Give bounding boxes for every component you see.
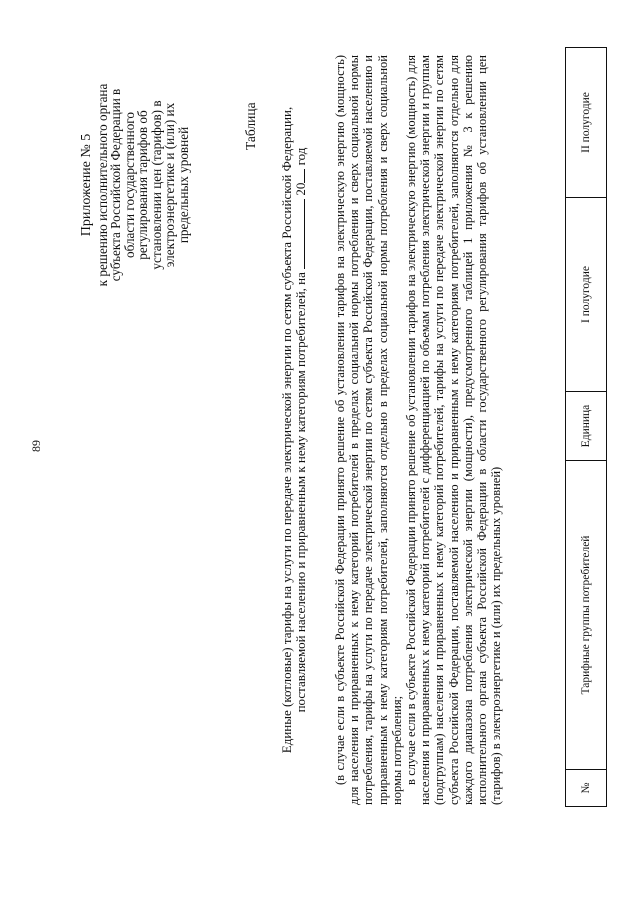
annex-line: субъекта Российской Федерации в	[108, 88, 123, 282]
table-label: Таблица	[243, 102, 258, 150]
annex-line: предельных уровней	[175, 126, 191, 244]
annex-line: к решению исполнительного органа	[94, 83, 110, 287]
heading-line-2-start: поставляемой населению и приравненным к нему категориям потребителей, на	[292, 272, 308, 713]
annex-title: Приложение № 5	[79, 133, 94, 237]
note-paragraph-2: в случае если в субъекте Российской Федерации принято решение об установлении тарифов на электрическую энергию (мощность) для населения и приравненных к нему категорий потребителей с дифференциацией по объемам потребления электрической энергии и группам (подгруппам) населения и приравненных к нему категорий потребителей, тарифы на услуги по передаче электрической энергии по сетям субъекта Российской Федерации, поставляемой населению и приравненным к нему категориям потребителей, заполняются отдельно для каждого диапазона потребления электрической энергии (мощности), предусмотренного таблицей 1 приложения № 3 к решению исполнительного органа субъекта Российской Федерации в области государственного регулирования тарифов об установлении цен (тарифов) в электроэнергетике и (или) их предельных уровней)	[404, 55, 504, 805]
annex-line: электроэнергетике и (или) их	[162, 102, 177, 268]
header-second-half: II полугодие	[566, 48, 607, 198]
heading-line-2	[294, 50, 308, 810]
header-unit: Единица	[566, 392, 607, 461]
heading-line-1: Единые (котловые) тарифы на услуги по передаче электрической энергии по сетям субъекта Российской Федерации,	[279, 106, 294, 754]
note-paragraph-1: (в случае если в субъекте Российской Федерации принято решение об установлении тарифов на электрическую энергию (мощность) для населения и приравненных к нему категорий потребителей в пределах социальной нормы потребления и сверх социальной нормы потребления, тарифы на услуги по передаче электрической энергии по сетям субъекта Российской Федерации, поставляемой населению и приравненным к нему категориям потребителей, заполняются отдельно в пределах социальной нормы потребления и сверх социальной нормы потребления;	[333, 55, 404, 805]
page-number: 89	[29, 440, 43, 452]
document-heading	[280, 50, 307, 810]
explanatory-note	[333, 55, 503, 805]
rotated-page-content	[0, 35, 600, 865]
header-first-half: I полугодие	[566, 198, 607, 392]
blank-field	[294, 199, 305, 269]
annex-line: регулирования тарифов об	[135, 110, 150, 260]
annex-line: установлении цен (тарифов) в	[148, 100, 164, 270]
annex-line: области государственного	[121, 112, 137, 258]
annex-block	[80, 45, 190, 325]
header-consumer-groups: Тарифные группы потребителей	[566, 461, 607, 770]
blank-field-year	[294, 169, 305, 183]
heading-year: 20	[292, 182, 308, 196]
table-header-row	[566, 48, 607, 807]
header-number: №	[566, 770, 607, 807]
tariff-table	[565, 47, 607, 807]
heading-line-2-end: год	[292, 147, 308, 166]
